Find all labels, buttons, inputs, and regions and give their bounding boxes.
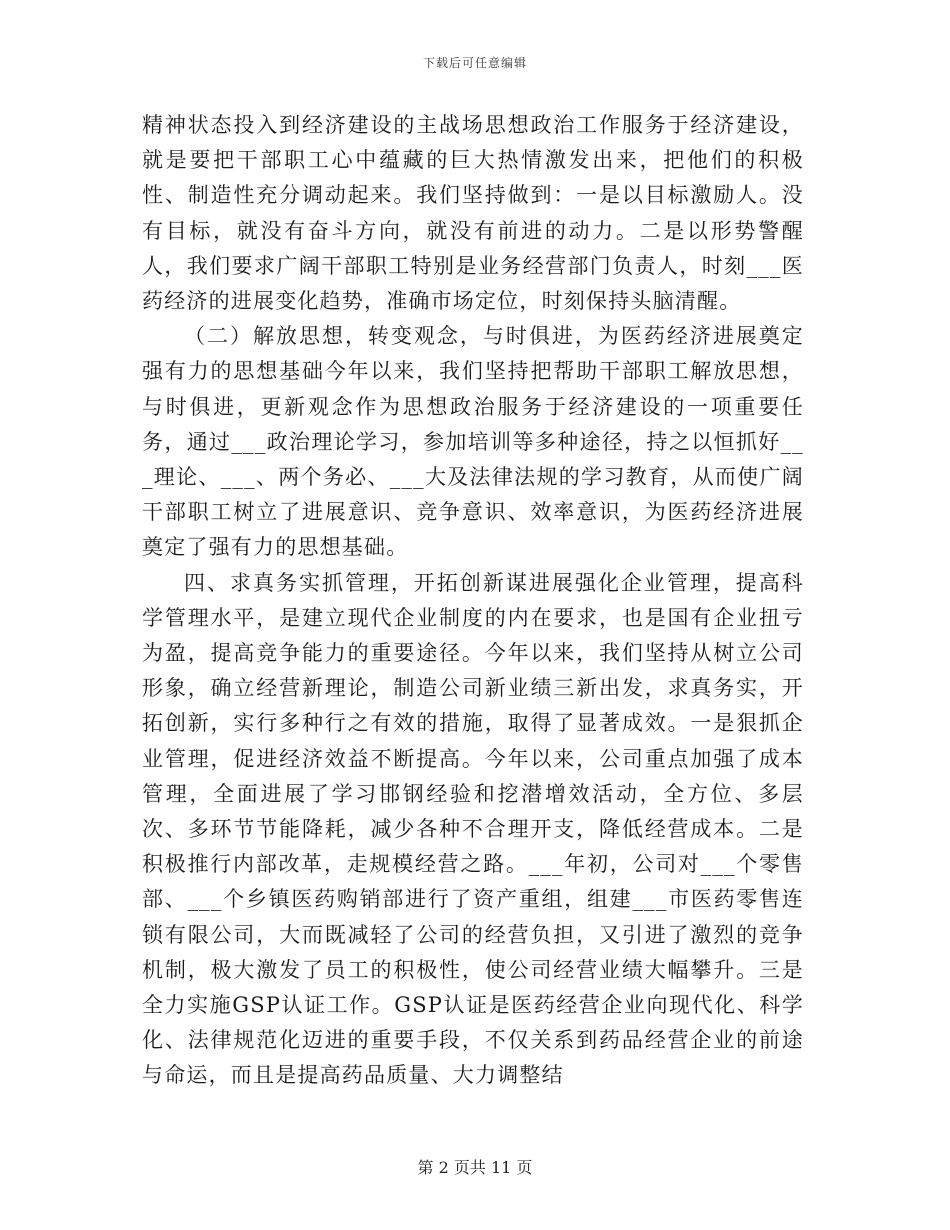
page-header-note: 下载后可任意编辑 <box>422 56 527 70</box>
page-number: 第 2 页共 11 页 <box>417 1158 533 1177</box>
document-body <box>142 108 804 1094</box>
paragraph-2: （二）解放思想，转变观念，与时俱进，为医药经济进展奠定强有力的思想基础今年以来，我们坚持把帮助干部职工解放思想，与时俱进，更新观念作为思想政治服务于经济建设的一项重要任务，通过___政治理论学习，参加培训等多种途径，持之以恒抓好___理论、___、两个务必、___大及法律法规的学习教育，从而使广阔干部职工树立了进展意识、竞争意识、效率意识，为医药经济进展奠定了强有力的思想基础。 <box>142 324 804 560</box>
paragraph-3: 四、求真务实抓管理，开拓创新谋进展强化企业管理，提高科学管理水平，是建立现代企业制度的内在要求，也是国有企业扭亏为盈，提高竞争能力的重要途径。今年以来，我们坚持从树立公司形象，确立经营新理论，制造公司新业绩三新出发，求真务实，开拓创新，实行多种行之有效的措施，取得了显著成效。一是狠抓企业管理，促进经济效益不断提高。今年以来，公司重点加强了成本管理，全面进展了学习邯钢经验和挖潜增效活动，全方位、多层次、多环节节能降耗，减少各种不合理开支，降低经营成本。二是积极推行内部改革，走规模经营之路。___年初，公司对___个零售部、___个乡镇医药购销部进行了资产重组，组建___市医药零售连锁有限公司，大而既减轻了公司的经营负担，又引进了激烈的竞争机制，极大激发了员工的积极性，使公司经营业绩大幅攀升。三是全力实施GSP认证工作。GSP认证是医药经营企业向现代化、科学化、法律规范化迈进的重要手段，不仅关系到药品经营企业的前途与命运，而且是提高药品质量、大力调整结 <box>142 570 804 1088</box>
paragraph-1: 精神状态投入到经济建设的主战场思想政治工作服务于经济建设，就是要把干部职工心中蕴藏的巨大热情激发出来，把他们的积极性、制造性充分调动起来。我们坚持做到：一是以目标激励人。没有目标，就没有奋斗方向，就没有前进的动力。二是以形势警醒人，我们要求广阔干部职工特别是业务经营部门负责人，时刻___医药经济的进展变化趋势，准确市场定位，时刻保持头脑清醒。 <box>142 113 804 314</box>
